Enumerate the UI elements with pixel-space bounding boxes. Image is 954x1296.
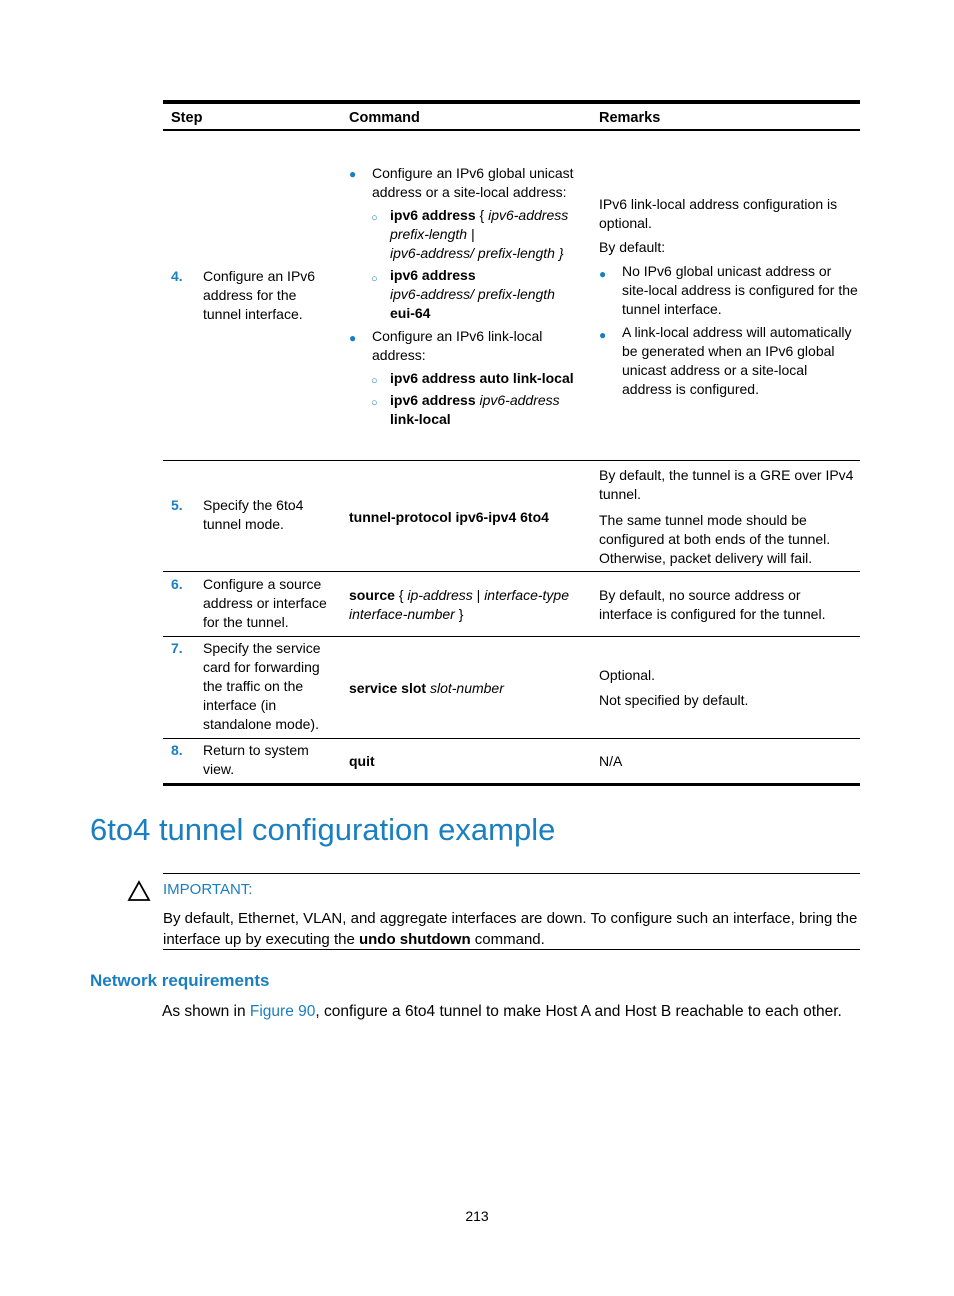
section-title: 6to4 tunnel configuration example [90, 812, 556, 847]
remarks-cell: Optional. Not specified by default. [599, 667, 749, 708]
command-cell: tunnel-protocol ipv6-ipv4 6to4 [349, 509, 549, 525]
row-divider [163, 738, 860, 739]
command-cell: source { ip-address | interface-type interface-number } [349, 587, 570, 622]
circle-icon: ○ [371, 212, 378, 224]
header-rule [163, 129, 860, 131]
step-number: 7. [171, 640, 183, 656]
page-number: 213 [465, 1208, 489, 1224]
circle-icon: ○ [371, 397, 378, 409]
step-description: Configure a source address or interface for the tunnel. [203, 576, 327, 630]
header-step: Step [171, 110, 203, 126]
step-number: 8. [171, 742, 183, 758]
step-number: 4. [171, 268, 183, 284]
remarks-cell: IPv6 link-local address configuration is optional. By default: ● No IPv6 global unicast address or site-local address is configured for the tunnel interface. ● A link-local address will automatically be generated when an IPv6 global unicast address or a site-local address is configured. [599, 196, 858, 397]
bullet-icon: ● [349, 331, 357, 345]
circle-icon: ○ [371, 375, 378, 387]
subsection-title: Network requirements [90, 971, 270, 990]
important-top-rule [163, 873, 860, 874]
header-remarks: Remarks [599, 110, 661, 126]
warning-triangle-icon [127, 880, 151, 902]
step-number: 5. [171, 497, 183, 513]
remarks-cell: By default, the tunnel is a GRE over IPv4 tunnel. The same tunnel mode should be configured at both ends of the tunnel. Otherwise, packet delivery will fail. [599, 467, 854, 566]
command-cell: quit [349, 753, 375, 769]
command-cell: service slot slot-number [349, 680, 504, 696]
remarks-cell: N/A [599, 753, 623, 769]
figure-link[interactable]: Figure 90 [249, 1003, 316, 1020]
remarks-cell: By default, no source address or interface is configured for the tunnel. [599, 587, 826, 622]
circle-icon: ○ [371, 273, 378, 285]
bullet-icon: ● [349, 167, 357, 181]
bullet-icon: ● [599, 267, 607, 281]
table-top-rule [163, 100, 860, 104]
step-number: 6. [171, 576, 183, 592]
bullet-icon: ● [599, 328, 607, 342]
important-text: By default, Ethernet, VLAN, and aggregate interfaces are down. To configure such an interface, bring the interface up by executing the undo shutdown command. [163, 910, 858, 948]
step-description: Specify the 6to4 tunnel mode. [203, 497, 304, 532]
step-description: Configure an IPv6 address for the tunnel interface. [203, 268, 316, 322]
body-paragraph: As shown in Figure 90, configure a 6to4 tunnel to make Host A and Host B reachable to each other. [162, 1003, 842, 1020]
step-description: Return to system view. [203, 742, 309, 777]
important-label: IMPORTANT: [163, 881, 253, 898]
row-divider [163, 460, 860, 461]
header-command: Command [349, 110, 420, 126]
table-bottom-rule [163, 783, 860, 786]
important-bottom-rule [163, 949, 860, 950]
step-description: Specify the service card for forwarding the traffic on the interface (in standalone mode). [203, 640, 321, 732]
row-divider [163, 636, 860, 637]
row-divider [163, 571, 860, 572]
